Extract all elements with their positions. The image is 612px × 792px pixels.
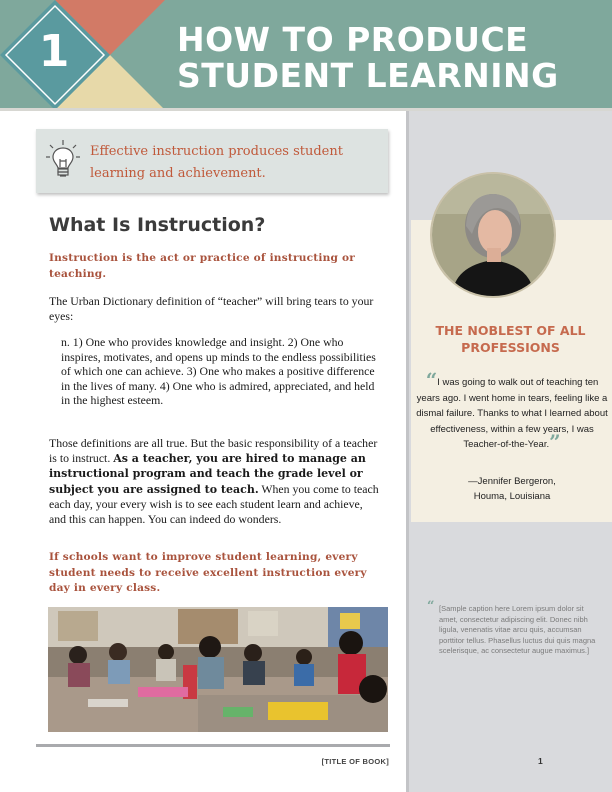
- lightbulb-icon: [46, 139, 80, 188]
- intro-accent-text: Instruction is the act or practice of instructing or teaching.: [49, 252, 356, 280]
- paragraph-2-bold: As a teacher, you are hired to manage an instructional program and teach the grade level or subject you are assigned to teach.: [49, 451, 366, 496]
- chapter-title: [177, 22, 559, 94]
- attribution-place: Houma, Louisiana: [473, 491, 551, 502]
- key-idea-callout: [36, 129, 388, 193]
- close-quote-icon: ”: [549, 430, 561, 454]
- sidebar-quote-text: I was going to walk out of teaching ten years ago. I went home in tears, feeling like a dismal failure. Thanks to what I learned about effectiveness, within a few years, I was Teacher-of-the-Year.: [416, 377, 608, 450]
- sidebar-quote: [416, 368, 608, 454]
- attribution-name: —Jennifer Bergeron,: [468, 476, 556, 487]
- paragraph-2-start: Those definitions are all true. But the basic responsibility of a teacher is to instruct.: [49, 436, 378, 465]
- paragraph-1: The Urban Dictionary definition of “teacher” will bring tears to your eyes:: [49, 294, 374, 323]
- photo-caption: [427, 599, 599, 657]
- chapter-title-line2: STUDENT LEARNING: [177, 56, 559, 95]
- chapter-header: [0, 0, 612, 110]
- classroom-photo: [48, 607, 388, 732]
- paragraph-2: [49, 436, 379, 527]
- definition-block: n. 1) One who provides knowledge and insight. 2) One who inspires, motivates, and opens up minds to the endless possibilities of which one can achieve. 3) One who makes a positive difference in the lives of many. 4) One who is admired, appreciated, and held in the highest esteem.: [61, 335, 376, 408]
- page-number: 1: [538, 756, 543, 766]
- closing-accent-text: If schools want to improve student learning, every student needs to receive excellent instruction every day in every class.: [49, 551, 367, 594]
- sidebar-divider: [406, 111, 409, 792]
- chapter-number: 1: [38, 26, 70, 77]
- footer-book-title: [TITLE OF BOOK]: [321, 757, 389, 766]
- teacher-portrait: [430, 172, 556, 298]
- footer-rule: [36, 744, 390, 747]
- chapter-title-line1: HOW TO PRODUCE: [177, 20, 529, 59]
- sidebar-card-title: THE NOBLEST OF ALL PROFESSIONS: [435, 323, 586, 355]
- quote-attribution: [416, 474, 608, 504]
- callout-text: Effective instruction produces student learning and achievement.: [90, 144, 343, 181]
- open-quote-icon: “: [425, 368, 438, 392]
- caption-quote-icon: “: [427, 599, 435, 614]
- section-heading: What Is Instruction?: [49, 214, 266, 236]
- paragraph-2-end: When you come to teach each day, your every wish is to see each student learn and achieve, and this can happen. You can indeed do wonders.: [49, 481, 379, 526]
- caption-text: [Sample caption here Lorem ipsum dolor sit amet, consectetur adipiscing elit. Donec nibh ligula, venenatis vitae arcu quis, accumsan porttitor tellus. Phasellus luctus dui quis magna scelerisque, ac consectetur augue maximus.]: [439, 604, 596, 655]
